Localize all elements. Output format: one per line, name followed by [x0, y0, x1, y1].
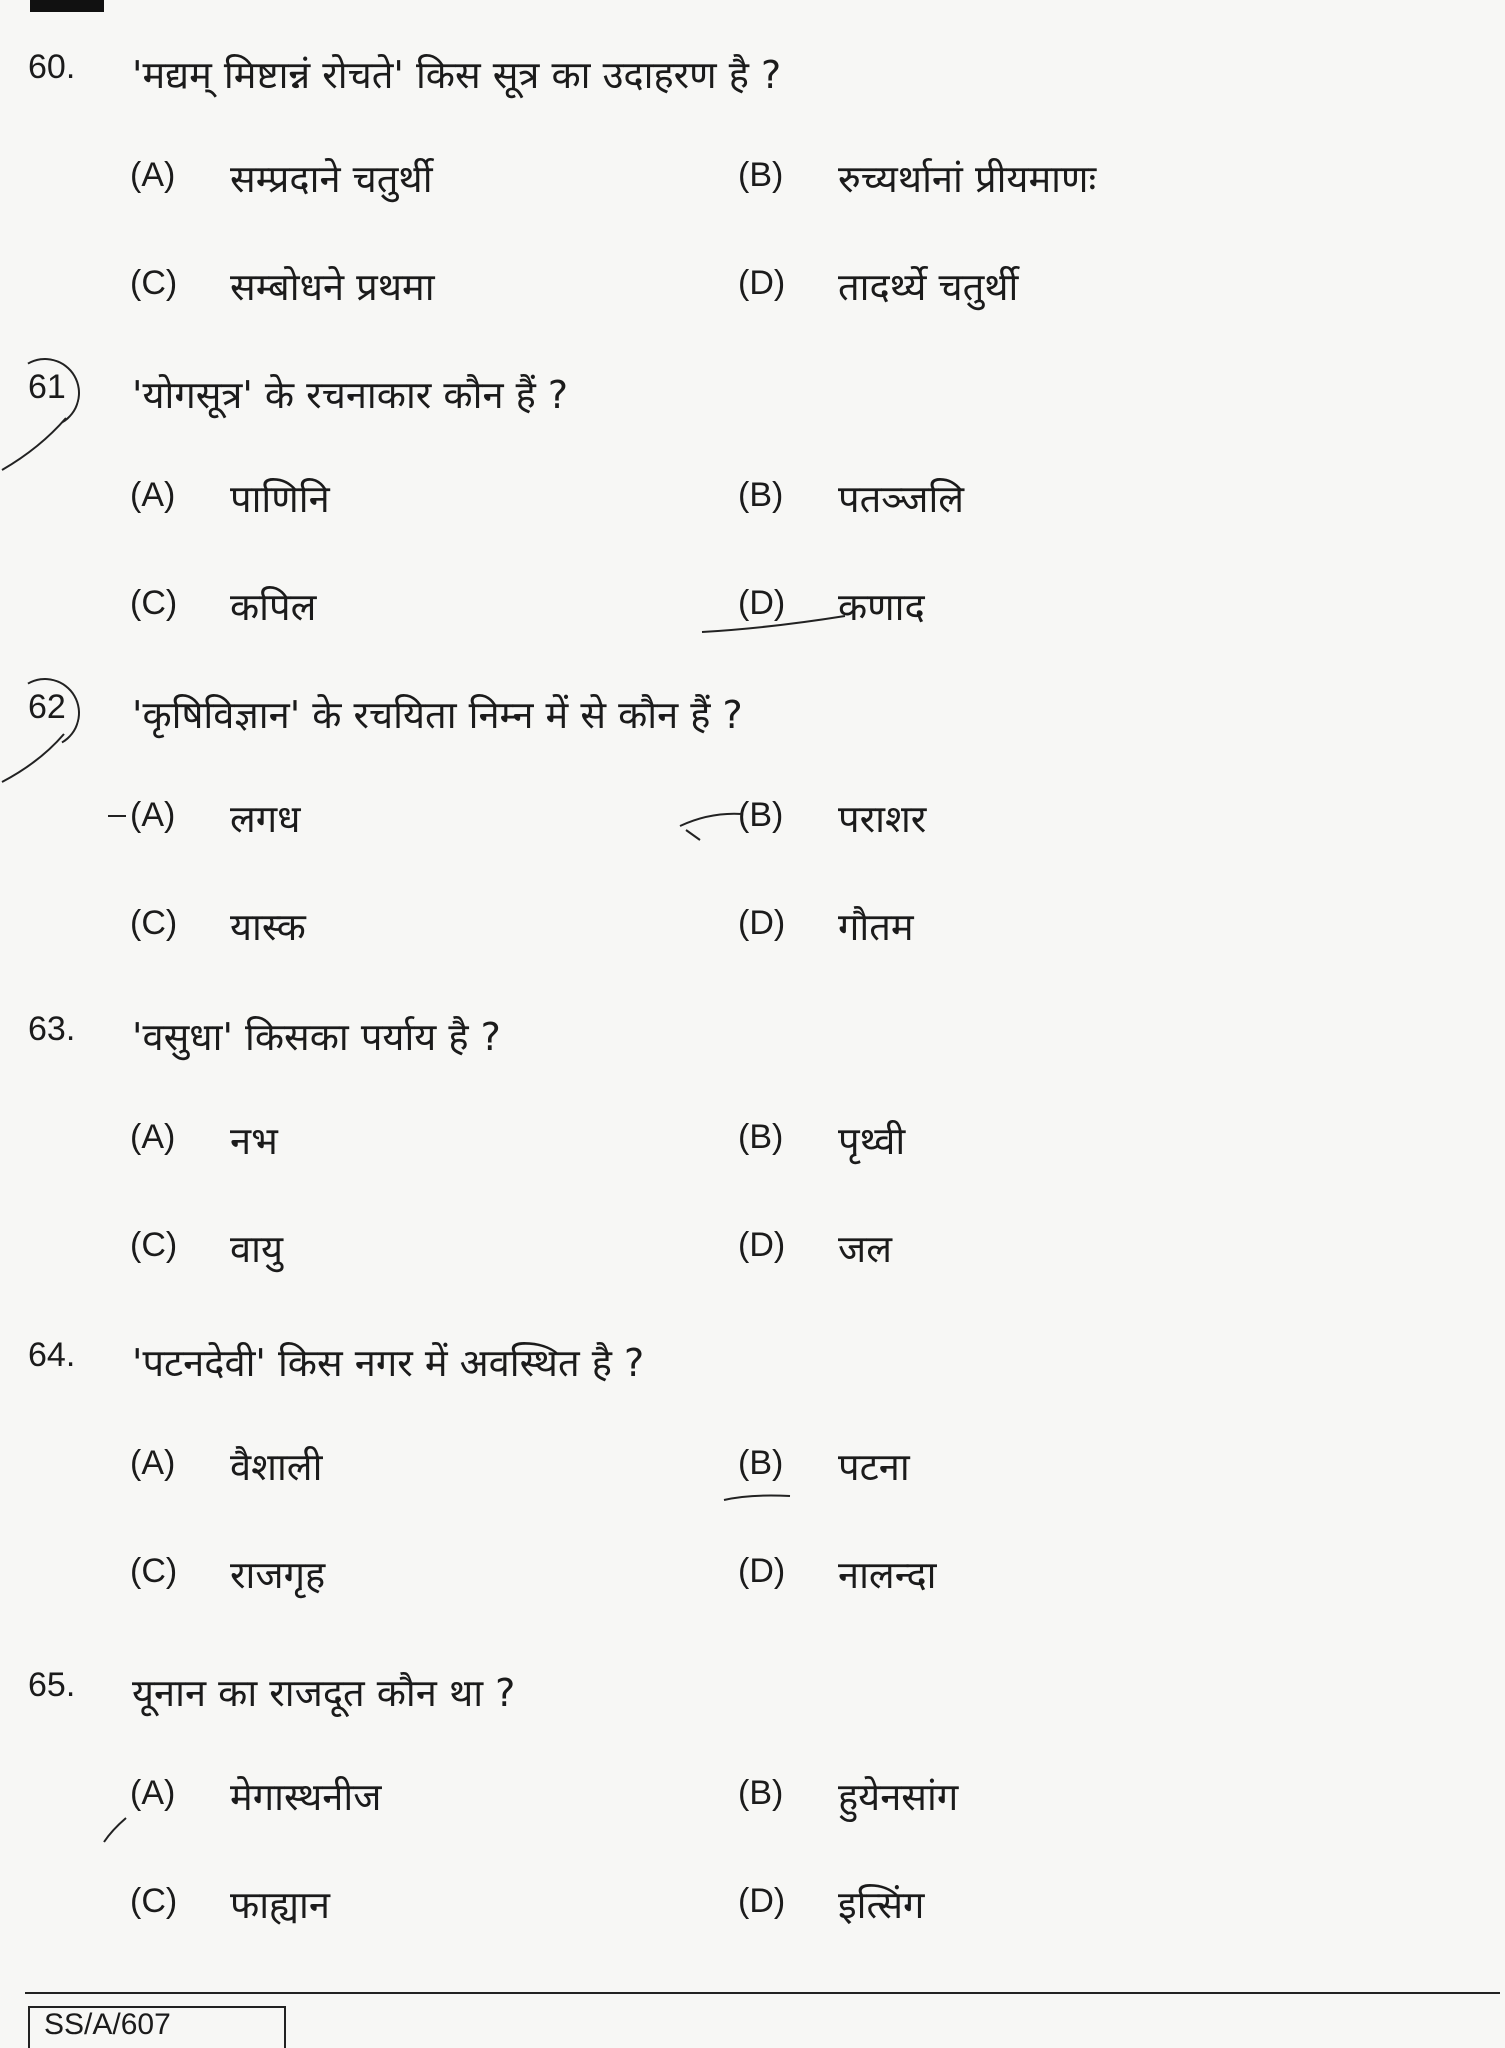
option-label: (C)	[130, 904, 178, 942]
question-64	[0, 1336, 1505, 1656]
question-number: 62	[28, 688, 66, 726]
question-60	[0, 48, 1505, 368]
option-label: (A)	[130, 1118, 176, 1156]
option-text: सम्बोधने प्रथमा	[230, 265, 435, 309]
question-number: 64.	[28, 1336, 76, 1374]
option-text: पाणिनि	[230, 477, 330, 521]
footer-rule	[25, 1992, 1500, 1994]
option-label: (A)	[130, 1774, 176, 1812]
option-label: (B)	[738, 1118, 784, 1156]
option-label: (D)	[738, 904, 786, 942]
question-number: 63.	[28, 1010, 76, 1048]
footer-code: SS/A/607	[28, 2006, 286, 2048]
option-label: (B)	[738, 1774, 784, 1812]
option-text: हुयेनसांग	[838, 1775, 959, 1819]
option-label: (D)	[738, 1226, 786, 1264]
question-63	[0, 1010, 1505, 1330]
option-text: नभ	[230, 1119, 278, 1163]
question-62	[0, 688, 1505, 1008]
option-label: (A)	[130, 156, 176, 194]
option-text: कपिल	[230, 585, 317, 629]
option-text: तादर्थ्ये चतुर्थी	[838, 265, 1019, 309]
option-text: पृथ्वी	[838, 1119, 906, 1163]
option-label: (D)	[738, 264, 786, 302]
question-text: 'पटनदेवी' किस नगर में अवस्थित है ?	[132, 1341, 645, 1385]
option-label: (C)	[130, 584, 178, 622]
question-text: 'योगसूत्र' के रचनाकार कौन हैं ?	[132, 373, 569, 417]
option-label: (A)	[130, 1444, 176, 1482]
option-text: वायु	[230, 1227, 284, 1271]
option-text: रुच्यर्थानां प्रीयमाणः	[838, 157, 1097, 201]
option-label: (D)	[738, 584, 786, 622]
option-text: वैशाली	[230, 1445, 323, 1489]
option-text: राजगृह	[230, 1553, 326, 1597]
option-label: (D)	[738, 1882, 786, 1920]
question-61	[0, 368, 1505, 688]
question-number: 61	[28, 368, 66, 406]
option-label: (C)	[130, 1226, 178, 1264]
option-text: इत्सिंग	[838, 1883, 925, 1927]
option-text: जल	[838, 1227, 892, 1271]
question-text: 'मद्यम् मिष्टान्नं रोचते' किस सूत्र का उदाहरण है ?	[132, 53, 782, 97]
option-text: पतञ्जलि	[838, 477, 965, 521]
option-text: नालन्दा	[838, 1553, 937, 1597]
option-label: (C)	[130, 1552, 178, 1590]
option-text: फाह्यान	[230, 1883, 330, 1927]
option-label: (C)	[130, 1882, 178, 1920]
option-text: गौतम	[838, 905, 914, 949]
question-number: 65.	[28, 1666, 76, 1704]
top-header-bar	[30, 0, 104, 12]
option-label: (B)	[738, 156, 784, 194]
question-65	[0, 1666, 1505, 1986]
question-text: 'कृषिविज्ञान' के रचयिता निम्न में से कौन हैं ?	[132, 693, 743, 737]
option-text: मेगास्थनीज	[230, 1775, 382, 1819]
option-text: पटना	[838, 1445, 910, 1489]
option-text: लगध	[230, 797, 301, 841]
option-text: कणाद	[838, 585, 925, 629]
option-text: पराशर	[838, 797, 927, 841]
option-label: (A)	[130, 796, 176, 834]
question-number: 60.	[28, 48, 76, 86]
option-text: सम्प्रदाने चतुर्थी	[230, 157, 433, 201]
option-label: (B)	[738, 1444, 784, 1482]
option-label: (C)	[130, 264, 178, 302]
option-text: यास्क	[230, 905, 306, 949]
option-label: (B)	[738, 476, 784, 514]
question-text: 'वसुधा' किसका पर्याय है ?	[132, 1015, 501, 1059]
option-label: (A)	[130, 476, 176, 514]
question-text: यूनान का राजदूत कौन था ?	[132, 1671, 516, 1715]
option-label: (B)	[738, 796, 784, 834]
option-label: (D)	[738, 1552, 786, 1590]
